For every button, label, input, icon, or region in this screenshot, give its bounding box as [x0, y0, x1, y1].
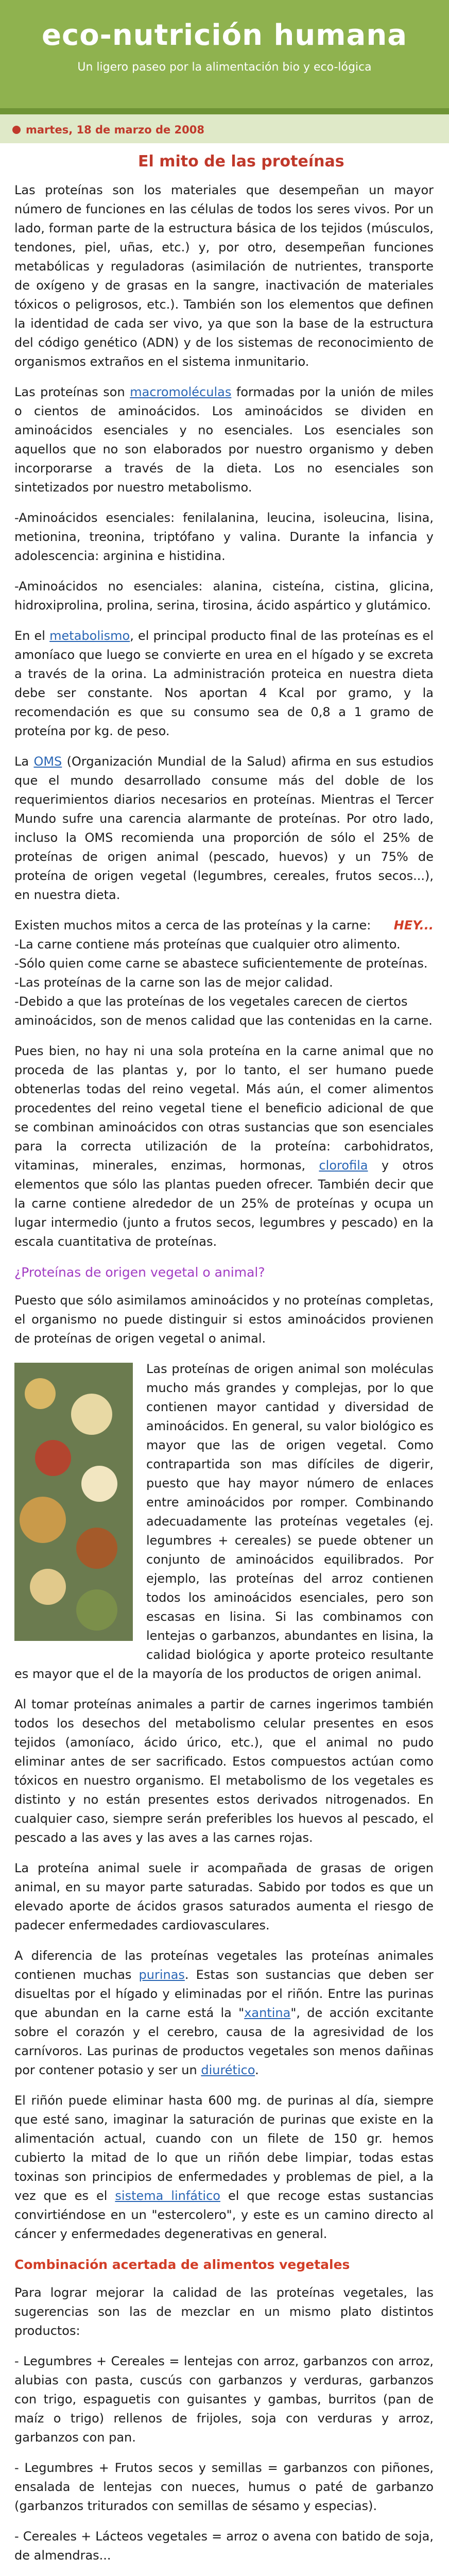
post-title[interactable]: El mito de las proteínas	[138, 152, 344, 171]
link-purinas[interactable]: purinas	[139, 1968, 185, 1982]
paragraph-text: , el principal producto final de las proteínas es el amoníaco que luego se convierte en urea en el hígado y se excreta a través de la orina. La administración proteica en nuestra dieta debe ser constante. Nos aportan 4 Kcal por gramo, y la recomendación es que su consumo sea de 0,8 a 1 gramo de proteína por kg. de peso.	[14, 629, 434, 738]
paragraph-text: El riñón puede eliminar hasta 600 mg. de purinas al día, siempre que esté sano, imaginar la saturación de purinas que existe en la alimentación actual, cuando con un filete de 150 gr. hemos cubierto la mitad de lo que un riñón debe limpiar, todas estas toxinas son principios de enfermedades y problemas de piel, a la vez que es el	[14, 2093, 434, 2203]
paragraph: -Aminoácidos esenciales: fenilalanina, leucina, isoleucina, lisina, metionina, treonina, triptófano y valina. Durante la infancia y adolescencia: arginina e histidina.	[14, 511, 434, 563]
paragraph-text: formadas por la unión de miles o cientos de aminoácidos. Los aminoácidos se dividen en aminoácidos esenciales y no esenciales. Los esenciales son aquellos que no son elaborados por nuestro organismo y deben incorporarse a través de la dieta. Los no esenciales son sintetizados por nuestro metabolismo.	[14, 385, 434, 495]
paragraph: Para lograr mejorar la calidad de las proteínas vegetales, las sugerencias son las de mezclar en un mismo plato distintos productos:	[14, 2285, 434, 2338]
link-metabolismo[interactable]: metabolismo	[49, 629, 130, 643]
paragraph-text: el que recoge estas sustancias convirtiéndose en un "estercolero", y este es un camino directo al cáncer y enfermedades degenerativas en general.	[14, 2189, 434, 2241]
paragraph-text: Pues bien, no hay ni una sola proteína en la carne animal que no proceda de las plantas y, por lo tanto, el ser humano puede obtenerlas todas del reino vegetal. Más aún, el comer alimentos procedentes del reino vegetal tiene el beneficio adicional de que se combinan aminoácidos con otras sustancias que son esenciales para la correcta utilización de la proteína: carbohidratos, vitaminas, minerales, enzimas, hormonas,	[14, 1044, 434, 1173]
paragraph-text: La	[14, 754, 34, 769]
paragraph	[14, 2091, 434, 2244]
link-oms[interactable]: OMS	[33, 754, 62, 769]
paragraph-text: ", de acción excitante sobre el corazón y el cerebro, causa de la agresividad de los carnívoros. Las purinas de productos vegetales son menos dañinas por contener potasio y ser un	[14, 2006, 434, 2077]
paragraph: La proteína animal suele ir acompañada de grasas de origen animal, en su mayor parte saturadas. Sabido por todos es que un elevado aporte de ácidos grasos saturados aumenta el riesgo de padecer enfermedades cardiovasculares.	[14, 1861, 434, 1933]
list-item: -Las proteínas de la carne son las de mejor calidad.	[14, 975, 333, 990]
paragraph-text: A diferencia de las proteínas vegetales las proteínas animales contienen muchas	[14, 1948, 434, 1982]
paragraph	[14, 1946, 434, 2080]
list-item	[14, 916, 434, 935]
myths-list	[14, 916, 434, 1030]
post-date	[0, 114, 449, 136]
myths-intro: Existen muchos mitos a cerca de las proteínas y la carne:	[14, 918, 371, 933]
link-diuretico[interactable]: diurético	[201, 2063, 255, 2077]
list-item: -Sólo quien come carne se abastece suficientemente de proteínas.	[14, 956, 428, 971]
paragraph-text: Las proteínas son	[14, 385, 130, 399]
section-heading: Combinación acertada de alimentos vegetales	[14, 2257, 350, 2272]
combo-item: - Legumbres + Cereales = lentejas con arroz, garbanzos con arroz, alubias con pasta, cuscús con garbanzos y verduras, garbanzos con trigo, espaguetis con guisantes y gambas, burritos (pan de maíz o trigo) rellenos de frijoles, soja con verduras y arroz, garbanzos con pan.	[14, 2354, 434, 2445]
post-body	[0, 143, 449, 2576]
paragraph: Al tomar proteínas animales a partir de carnes ingerimos también todos los desechos del metabolismo celular presentes en esos tejidos (amoníaco, ácido úrico, etc.), que el animal no pudo eliminar antes de ser sacrificado. Estos compuestos actúan como tóxicos en nuestro organismo. El metabolismo de los vegetales es distinto y no están presentes estos derivados nitrogenados. En cualquier caso, siempre serán preferibles los huevos al pescado, el pescado a las aves y las aves a las carnes rojas.	[14, 1697, 434, 1845]
paragraph-text: . Estas son sustancias que deben ser disueltas por el hígado y eliminadas por el riñón. Entre las purinas que abundan en la carne está la "	[14, 1968, 434, 2020]
combo-item: - Cereales + Lácteos vegetales = arroz o avena con batido de soja, de almendras...	[14, 2529, 434, 2563]
paragraph	[14, 383, 434, 497]
combo-item: - Legumbres + Frutos secos y semillas = garbanzos con piñones, ensalada de lentejas con nueces, humus o paté de garbanzo (garbanzos triturados con semillas de sésamo y especias).	[14, 2461, 434, 2513]
blog-header	[0, 0, 449, 114]
paragraph-text: .	[255, 2063, 259, 2077]
link-macromoleculas[interactable]: macromoléculas	[130, 385, 232, 399]
link-xantina[interactable]: xantina	[244, 2006, 291, 2020]
post-date-text: martes, 18 de marzo de 2008	[26, 124, 205, 136]
paragraph-text: y otros elementos que sólo las plantas pueden ofrecer. También decir que la carne contiene alrededor de un 25% de proteínas y ocupa un lugar intermedio (junto a frutos secos, legumbres y pescado) en la escala cuantitativa de proteínas.	[14, 1158, 434, 1249]
blog-title[interactable]: eco-nutrición humana	[42, 19, 407, 52]
link-clorofila[interactable]: clorofila	[319, 1158, 368, 1173]
hey-note: HEY...	[393, 918, 434, 933]
legumes-photo	[14, 1363, 133, 1641]
bullet-icon	[12, 126, 21, 134]
list-item: -La carne contiene más proteínas que cualquier otro alimento.	[14, 937, 401, 952]
paragraph	[14, 752, 434, 905]
paragraph-text: (Organización Mundial de la Salud) afirma en sus estudios que el mundo desarrollado consume más del doble de los requerimientos diarios necesarios en proteínas. Mientras el Tercer Mundo sufre una carencia alarmante de proteínas. Por otro lado, incluso la OMS recomienda una proporción de sólo el 25% de proteínas de origen animal (pescado, huevos) y un 75% de proteína de origen vegetal (legumbres, cereales, frutos secos...), en nuestra dieta.	[14, 754, 434, 902]
paragraph-text: En el	[14, 629, 50, 643]
link-sistema-linfatico[interactable]: sistema linfático	[115, 2189, 220, 2203]
blog-tagline: Un ligero paseo por la alimentación bio y eco-lógica	[77, 61, 372, 74]
list-item: -Debido a que las proteínas de los vegetales carecen de ciertos aminoácidos, son de menos calidad que las contenidas en la carne.	[14, 994, 433, 1028]
section-heading: ¿Proteínas de origen vegetal o animal?	[14, 1265, 265, 1280]
paragraph: Las proteínas son los materiales que desempeñan un mayor número de funciones en las células de todos los seres vivos. Por un lado, forman parte de la estructura básica de los tejidos (músculos, tendones, piel, uñas, etc.) y, por otro, desempeñan funciones metabólicas y reguladoras (asimilación de nutrientes, transporte de oxígeno y de grasas en la sangre, inactivación de materiales tóxicos o peligrosos, etc.). También son los elementos que definen la identidad de cada ser vivo, ya que son la base de la estructura del código genético (ADN) y de los sistemas de reconocimiento de organismos extraños en el sistema inmunitario.	[14, 183, 434, 369]
paragraph: Puesto que sólo asimilamos aminoácidos y no proteínas completas, el organismo no puede distinguir si estos aminoácidos provienen de proteínas de origen vegetal o animal.	[14, 1293, 434, 1346]
paragraph	[14, 1042, 434, 1251]
paragraph	[14, 626, 434, 741]
paragraph: Las proteínas de origen animal son moléculas mucho más grandes y complejas, por lo que contienen mayor cantidad y diversidad de aminoácidos. En general, su valor biológico es mayor que las de origen vegetal. Como contrapartida son mas difíciles de digerir, puesto que hay mayor número de enlaces entre aminoácidos por romper. Combinando adecuadamente las proteínas vegetales (ej. legumbres + cereales) se puede obtener un conjunto de aminoácidos equilibrados. Por ejemplo, las proteínas del arroz contienen todos los aminoácidos esenciales, pero son escasas en lisina. Si las combinamos con lentejas o garbanzos, abundantes en lisina, la calidad biológica y aporte proteico resultante es mayor que el de la mayoría de los productos de origen animal.	[14, 1362, 434, 1681]
paragraph: -Aminoácidos no esenciales: alanina, cisteína, cistina, glicina, hidroxiprolina, prolina, serina, tirosina, ácido aspártico y glutámico.	[14, 579, 434, 613]
